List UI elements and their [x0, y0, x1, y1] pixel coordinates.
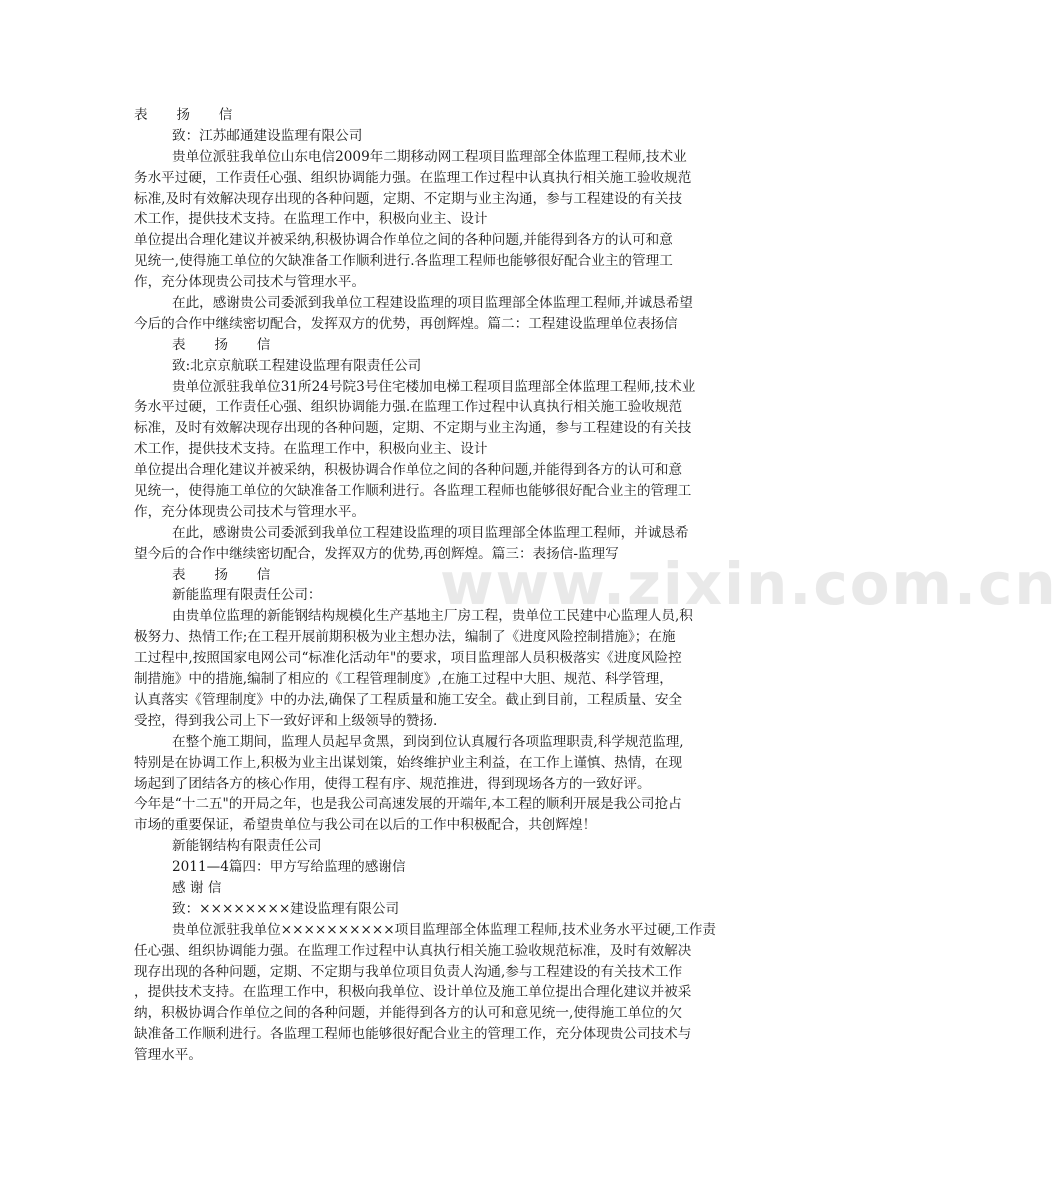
text-line: 新能钢结构有限责任公司: [172, 838, 322, 855]
text-line: 缺准备工作顺利进行。各监理工程师也能够很好配合业主的管理工作，充分体现贵公司技术与: [134, 1026, 692, 1043]
text-line: 2011—4篇四：甲方写给监理的感谢信: [172, 859, 406, 876]
text-line: 受控，得到我公司上下一致好评和上级领导的赞扬.: [134, 712, 438, 729]
text-line: 认真落实《管理制度》中的办法,确保了工程质量和施工安全。截止到目前，工程质量、安全: [134, 691, 683, 708]
section-title: 表 扬 信: [172, 566, 283, 583]
text-line: 致：江苏邮通建设监理有限公司: [172, 127, 363, 144]
text-line: 贵单位派驻我单位山东电信2009年二期移动网工程项目监理部全体监理工程师,技术业: [172, 148, 687, 165]
text-line: 贵单位派驻我单位××××××××××项目监理部全体监理工程师,技术业务水平过硬,工作责: [172, 921, 716, 938]
text-line: ，提供技术支持。在监理工作中，积极向我单位、设计单位及施工单位提出合理化建议并被采: [134, 984, 692, 1001]
text-line: 作，充分体现贵公司技术与管理水平。: [134, 274, 366, 291]
text-line: 场起到了团结各方的核心作用，使得工程有序、规范推进，得到现场各方的一致好评。: [134, 775, 651, 792]
text-line: 市场的重要保证，希望贵单位与我公司在以后的工作中积极配合，共创辉煌！: [134, 817, 597, 834]
text-line: 致:北京京航联工程建设监理有限责任公司: [172, 357, 422, 374]
text-line: 见统一，使得施工单位的欠缺准备工作顺利进行。各监理工程师也能够很好配合业主的管理工: [134, 483, 692, 500]
text-line: 术工作，提供技术支持。在监理工作中，积极向业主、设计: [134, 441, 488, 458]
text-line: 单位提出合理化建议并被采纳，积极协调合作单位之间的各种问题,并能得到各方的认可和意: [134, 462, 683, 479]
text-line: 在整个施工期间，监理人员起早贪黑，到岗到位认真履行各项监理职责,科学规范监理,: [172, 733, 684, 750]
text-line: 务水平过硬，工作责任心强、组织协调能力强.在监理工作过程中认真执行相关施工验收规范: [134, 399, 683, 416]
text-line: 特别是在协调工作上,积极为业主出谋划策，始终维护业主利益，在工作上谨慎、热情，在现: [134, 754, 683, 771]
text-line: 今后的合作中继续密切配合，发挥双方的优势，再创辉煌。篇二：工程建设监理单位表扬信: [134, 315, 678, 332]
text-line: 标准,及时有效解决现存出现的各种问题，定期、不定期与业主沟通，参与工程建设的有关技: [134, 190, 683, 207]
section-title: 表 扬 信: [134, 107, 245, 123]
text-line: 标准，及时有效解决现存出现的各种问题，定期、不定期与业主沟通，参与工程建设的有关技: [134, 420, 692, 437]
text-line: 极努力、热情工作;在工程开展前期积极为业主想办法，编制了《进度风险控制措施》；在施: [134, 629, 676, 646]
text-line: 由贵单位监理的新能钢结构规模化生产基地主厂房工程，贵单位工民建中心监理人员,积: [172, 608, 693, 625]
text-line: 务水平过硬，工作责任心强、组织协调能力强。在监理工作过程中认真执行相关施工验收规范: [134, 169, 692, 186]
text-line: 在此，感谢贵公司委派到我单位工程建设监理的项目监理部全体监理工程师，并诚恳希: [172, 524, 689, 541]
text-line: 作，充分体现贵公司技术与管理水平。: [134, 503, 366, 520]
text-line: 贵单位派驻我单位31所24号院3号住宅楼加电梯工程项目监理部全体监理工程师,技术业: [172, 378, 696, 395]
text-line: 纳，积极协调合作单位之间的各种问题，并能得到各方的认可和意见统一,使得施工单位的欠: [134, 1005, 683, 1022]
text-line: 在此，感谢贵公司委派到我单位工程建设监理的项目监理部全体监理工程师,并诚恳希望: [172, 295, 693, 312]
watermark: www.zixin.com.cn: [440, 550, 1058, 618]
text-line: 管理水平。: [134, 1047, 202, 1064]
section-title: 表 扬 信: [172, 336, 283, 353]
text-line: 现存出现的各种问题，定期、不定期与我单位项目负责人沟通,参与工程建设的有关技术工作: [134, 963, 683, 980]
text-line: 单位提出合理化建议并被采纳,积极协调合作单位之间的各种问题,并能得到各方的认可和意: [134, 232, 673, 249]
text-line: 今年是“十二五"的开局之年，也是我公司高速发展的开端年,本工程的顺利开展是我公司抢占: [134, 796, 682, 813]
text-line: 工过程中,按照国家电网公司“标准化活动年"的要求，项目监理部人员积极落实《进度风险控: [134, 650, 682, 667]
text-line: 感 谢 信: [172, 879, 222, 896]
text-line: 制措施》中的措施,编制了相应的《工程管理制度》,在施工过程中大胆、规范、科学管理，: [134, 671, 673, 688]
text-line: 任心强、组织协调能力强。在监理工作过程中认真执行相关施工验收规范标准，及时有效解决: [134, 942, 692, 959]
letter-document: [134, 105, 784, 1066]
text-line: 望今后的合作中继续密切配合，发挥双方的优势,再创辉煌。篇三：表扬信-监理写: [134, 545, 619, 562]
text-line: 致：××××××××建设监理有限公司: [172, 900, 400, 917]
text-line: 术工作，提供技术支持。在监理工作中，积极向业主、设计: [134, 211, 488, 228]
text-line: 新能监理有限责任公司：: [172, 587, 322, 604]
text-line: 见统一,使得施工单位的欠缺准备工作顺利进行.各监理工程师也能够很好配合业主的管理工: [134, 253, 673, 270]
